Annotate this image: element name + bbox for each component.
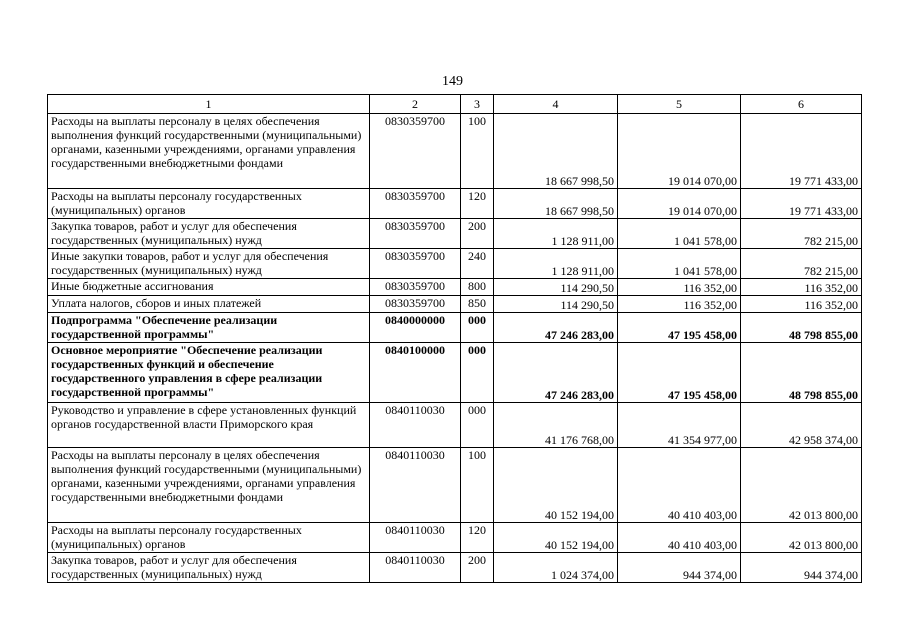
- row-value-col6-cell: 19 771 433,00: [741, 114, 862, 189]
- row-expense-type-cell: 000: [461, 403, 494, 448]
- row-name-cell: Подпрограмма "Обеспечение реализации государственной программы": [48, 313, 370, 343]
- row-value-col4-cell: 18 667 998,50: [494, 189, 618, 219]
- row-code-cell: 0840000000: [370, 313, 461, 343]
- row-value-col5-cell: 47 195 458,00: [618, 313, 741, 343]
- row-code-cell: 0840110030: [370, 448, 461, 523]
- row-name-cell: Расходы на выплаты персоналу в целях обеспечения выполнения функций государственными (муниципальными) органами, казенными учреждениями, органами управления государственными внебюджетными фондами: [48, 448, 370, 523]
- row-name-cell: Расходы на выплаты персоналу государственных (муниципальных) органов: [48, 189, 370, 219]
- row-name-cell: Руководство и управление в сфере установленных функций органов государственной власти Приморского края: [48, 403, 370, 448]
- row-value-col4-cell: 41 176 768,00: [494, 403, 618, 448]
- row-value-col4-cell: 47 246 283,00: [494, 343, 618, 403]
- row-expense-type-cell: 000: [461, 313, 494, 343]
- table-row: [48, 313, 862, 343]
- header-col-5: 5: [618, 95, 741, 114]
- row-name-cell: Расходы на выплаты персоналу в целях обеспечения выполнения функций государственными (муниципальными) органами, казенными учреждениями, органами управления государственными внебюджетными фондами: [48, 114, 370, 189]
- row-name-cell: Иные закупки товаров, работ и услуг для обеспечения государственных (муниципальных) нужд: [48, 249, 370, 279]
- row-code-cell: 0840110030: [370, 403, 461, 448]
- row-value-col5-cell: 19 014 070,00: [618, 114, 741, 189]
- row-expense-type-cell: 850: [461, 296, 494, 313]
- table-row: [48, 523, 862, 553]
- row-value-col5-cell: 116 352,00: [618, 279, 741, 296]
- row-code-cell: 0830359700: [370, 189, 461, 219]
- table-row: [48, 249, 862, 279]
- table-row: [48, 189, 862, 219]
- row-code-cell: 0840110030: [370, 523, 461, 553]
- table-row: [48, 553, 862, 583]
- header-col-3: 3: [461, 95, 494, 114]
- row-value-col6-cell: 48 798 855,00: [741, 343, 862, 403]
- row-name-cell: Закупка товаров, работ и услуг для обеспечения государственных (муниципальных) нужд: [48, 553, 370, 583]
- row-value-col6-cell: 42 958 374,00: [741, 403, 862, 448]
- row-expense-type-cell: 800: [461, 279, 494, 296]
- row-value-col4-cell: 114 290,50: [494, 296, 618, 313]
- row-expense-type-cell: 000: [461, 343, 494, 403]
- budget-table: [47, 94, 862, 583]
- row-value-col6-cell: 782 215,00: [741, 219, 862, 249]
- table-row: [48, 279, 862, 296]
- row-code-cell: 0830359700: [370, 249, 461, 279]
- row-value-col6-cell: 782 215,00: [741, 249, 862, 279]
- row-expense-type-cell: 100: [461, 448, 494, 523]
- row-value-col5-cell: 40 410 403,00: [618, 523, 741, 553]
- row-expense-type-cell: 240: [461, 249, 494, 279]
- row-value-col4-cell: 1 024 374,00: [494, 553, 618, 583]
- row-value-col6-cell: 42 013 800,00: [741, 448, 862, 523]
- row-value-col5-cell: 41 354 977,00: [618, 403, 741, 448]
- page-number: 149: [442, 74, 463, 89]
- row-value-col5-cell: 19 014 070,00: [618, 189, 741, 219]
- row-expense-type-cell: 200: [461, 553, 494, 583]
- row-value-col4-cell: 40 152 194,00: [494, 523, 618, 553]
- row-code-cell: 0840100000: [370, 343, 461, 403]
- table-row: [48, 219, 862, 249]
- header-col-2: 2: [370, 95, 461, 114]
- table-row: [48, 343, 862, 403]
- row-code-cell: 0840110030: [370, 553, 461, 583]
- row-value-col5-cell: 944 374,00: [618, 553, 741, 583]
- row-expense-type-cell: 120: [461, 189, 494, 219]
- row-value-col4-cell: 114 290,50: [494, 279, 618, 296]
- table-body: [48, 114, 862, 583]
- row-value-col5-cell: 1 041 578,00: [618, 219, 741, 249]
- row-value-col5-cell: 40 410 403,00: [618, 448, 741, 523]
- row-value-col5-cell: 47 195 458,00: [618, 343, 741, 403]
- row-value-col6-cell: 48 798 855,00: [741, 313, 862, 343]
- header-col-1: 1: [48, 95, 370, 114]
- row-expense-type-cell: 200: [461, 219, 494, 249]
- row-name-cell: Основное мероприятие "Обеспечение реализации государственных функций и обеспечение государственного управления в сфере реализации государственной программы": [48, 343, 370, 403]
- header-col-4: 4: [494, 95, 618, 114]
- row-value-col4-cell: 1 128 911,00: [494, 249, 618, 279]
- header-col-6: 6: [741, 95, 862, 114]
- row-value-col4-cell: 1 128 911,00: [494, 219, 618, 249]
- table-row: [48, 403, 862, 448]
- header-row: [48, 95, 862, 114]
- table-row: [48, 296, 862, 313]
- row-code-cell: 0830359700: [370, 279, 461, 296]
- row-code-cell: 0830359700: [370, 296, 461, 313]
- row-name-cell: Иные бюджетные ассигнования: [48, 279, 370, 296]
- row-value-col5-cell: 116 352,00: [618, 296, 741, 313]
- table-row: [48, 448, 862, 523]
- table-row: [48, 114, 862, 189]
- row-name-cell: Закупка товаров, работ и услуг для обеспечения государственных (муниципальных) нужд: [48, 219, 370, 249]
- row-name-cell: Расходы на выплаты персоналу государственных (муниципальных) органов: [48, 523, 370, 553]
- row-code-cell: 0830359700: [370, 114, 461, 189]
- row-value-col4-cell: 47 246 283,00: [494, 313, 618, 343]
- row-name-cell: Уплата налогов, сборов и иных платежей: [48, 296, 370, 313]
- row-value-col5-cell: 1 041 578,00: [618, 249, 741, 279]
- row-value-col6-cell: 42 013 800,00: [741, 523, 862, 553]
- row-value-col6-cell: 116 352,00: [741, 296, 862, 313]
- row-expense-type-cell: 120: [461, 523, 494, 553]
- row-code-cell: 0830359700: [370, 219, 461, 249]
- row-value-col6-cell: 116 352,00: [741, 279, 862, 296]
- row-value-col4-cell: 18 667 998,50: [494, 114, 618, 189]
- row-value-col6-cell: 19 771 433,00: [741, 189, 862, 219]
- row-value-col6-cell: 944 374,00: [741, 553, 862, 583]
- row-value-col4-cell: 40 152 194,00: [494, 448, 618, 523]
- row-expense-type-cell: 100: [461, 114, 494, 189]
